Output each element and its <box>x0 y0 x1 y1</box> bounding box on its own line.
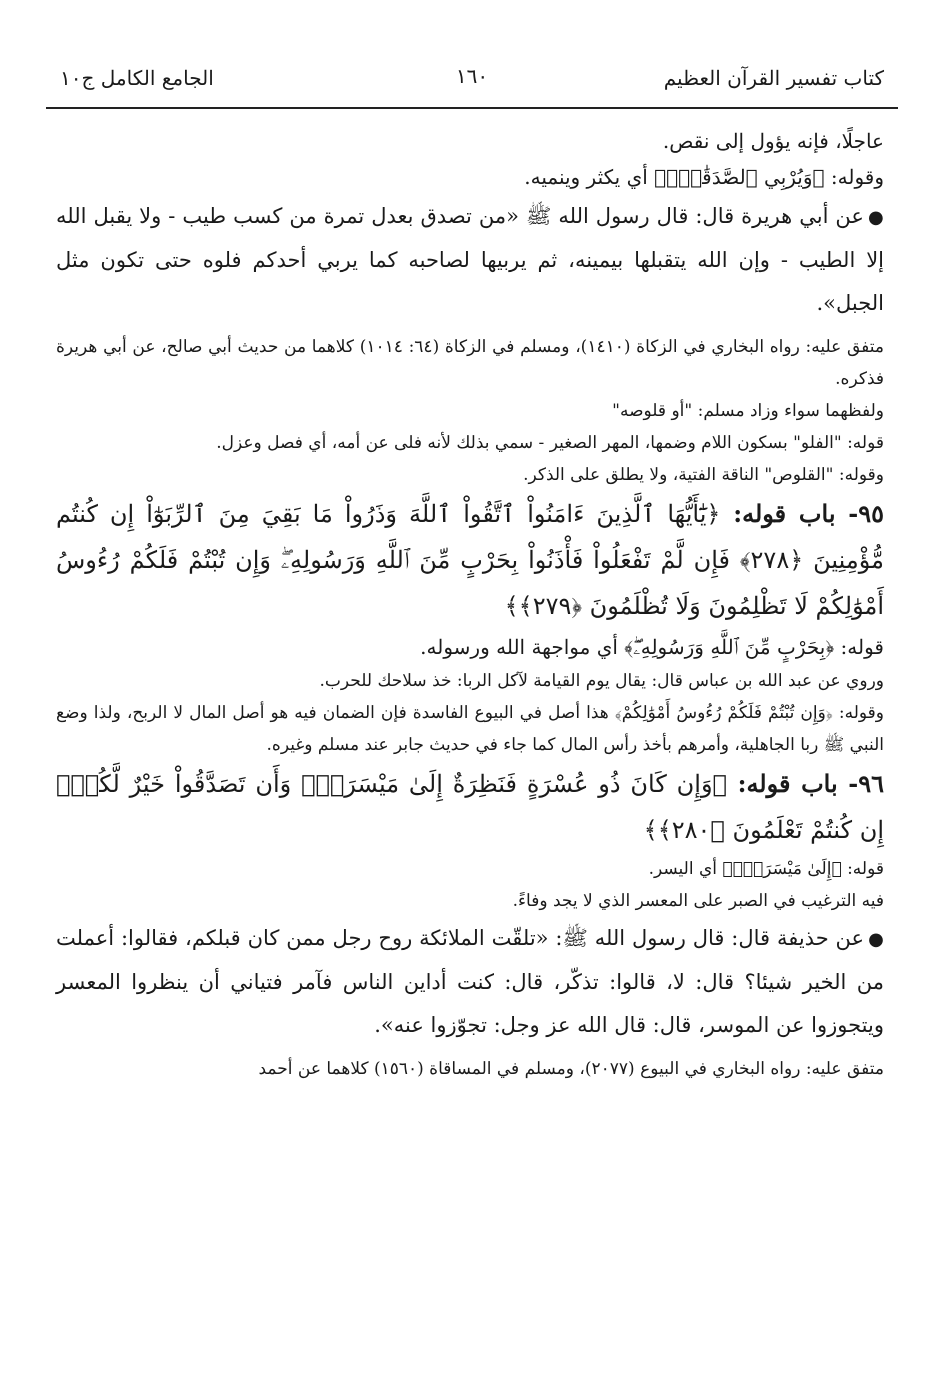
chapter-heading <box>56 491 884 629</box>
chapter-verse: ﴿يَٰٓأَيُّهَا ٱلَّذِينَ ءَامَنُواْ ٱتَّقُواْ ٱللَّهَ وَذَرُواْ مَا بَقِيَ مِنَ ٱلرِّبَوٰٓاْ إِن كُنتُم مُّؤْمِنِينَ ﴿٢٧٨﴾ فَإِن لَّمْ تَفْعَلُواْ فَأْذَنُواْ بِحَرْبٍ مِّنَ ٱللَّهِ وَرَسُولِهِۦۖ وَإِن تُبْتُمْ فَلَكُمْ رُءُوسُ أَمْوَٰلِكُمْ لَا تَظْلِمُونَ وَلَا تُظْلَمُونَ ﴿٢٧٩﴾﴾ <box>56 500 884 620</box>
page-number: ١٦٠ <box>455 64 489 88</box>
chapter-verse: ﴿وَإِن كَانَ ذُو عُسْرَةٍ فَنَظِرَةٌ إِلَىٰ مَيْسَرَةٍۚ وَأَن تَصَدَّقُواْ خَيْرٌ لَّكُمْۖ إِن كُنتُمْ تَعْلَمُونَ ﴿٢٨٠﴾﴾ <box>56 770 884 844</box>
commentary-note: قوله: ﴿إِلَىٰ مَيْسَرَةٍۚ﴾ أي اليسر. <box>648 859 884 879</box>
hadith-text: عن حذيفة قال: قال رسول الله ﷺ: «تلقّت الملائكة روح رجل ممن كان قبلكم، فقالوا: أعملت من الخير شيئا؟ قال: لا، قالوا: تذكّر، قال: كنت أداين الناس فآمر فتياني أن ينظروا المعسر ويتجوزوا عن الموسر، قال: قال الله عز وجل: تجوّزوا عنه». <box>56 926 884 1037</box>
takhrij-note: متفق عليه: رواه البخاري في الزكاة (١٤١٠)، ومسلم في الزكاة (٦٤: ١٠١٤) كلاهما من حديث أبي صالح، عن أبي هريرة فذكره. <box>56 337 884 389</box>
hadith-paragraph <box>56 917 884 1047</box>
chapter-label: ٩٦- باب قوله: <box>737 769 885 798</box>
quote-line: وقوله: ﴿وَيُرْبِي ٱلصَّدَقَٰتِۗ﴾ أي يكثر وينميه. <box>524 165 884 189</box>
page-body <box>56 123 884 1085</box>
takhrij-note: ولفظهما سواء وزاد مسلم: "أو قلوصه" <box>612 401 884 421</box>
running-header <box>60 62 884 102</box>
commentary-note: وقوله: ﴿وَإِن تُبْتُمْ فَلَكُمْ رُءُوسُ أَمْوَٰلِكُمْ﴾ هذا أصل في البيوع الفاسدة فإن الضمان فيه هو أصل المال لا الربح، ولذا وضع النبي ﷺ ربا الجاهلية، وأمرهم بأخذ رأس المال كما جاء في حديث جابر عند مسلم وغيره. <box>56 703 884 755</box>
takhrij-note: متفق عليه: رواه البخاري في البيوع (٢٠٧٧)، ومسلم في المساقاة (١٥٦٠) كلاهما عن أحمد <box>258 1059 884 1079</box>
hadith-paragraph <box>56 195 884 325</box>
commentary-note: وروي عن عبد الله بن عباس قال: يقال يوم القيامة لآكل الربا: خذ سلاحك للحرب. <box>319 671 884 691</box>
explanation-note: وقوله: "القلوص" الناقة الفتية، ولا يطلق على الذكر. <box>523 465 884 485</box>
volume-label: الجامع الكامل ج١٠ <box>60 66 214 90</box>
commentary-line: قوله: ﴿بِحَرْبٍ مِّنَ ٱللَّهِ وَرَسُولِهِۦۖ﴾ أي مواجهة الله ورسوله. <box>420 635 884 659</box>
header-rule <box>46 107 898 109</box>
commentary-note: فيه الترغيب في الصبر على المعسر الذي لا يجد وفاءً. <box>512 891 884 911</box>
chapter-label: ٩٥- باب قوله: <box>733 499 884 528</box>
text-line: عاجلًا، فإنه يؤول إلى نقص. <box>662 129 884 153</box>
hadith-text: عن أبي هريرة قال: قال رسول الله ﷺ «من تصدق بعدل تمرة من كسب طيب - ولا يقبل الله إلا الطيب - وإن الله يتقبلها بيمينه، ثم يربيها لصاحبه كما يربي أحدكم فلوه حتى تكون مثل الجبل». <box>56 204 884 315</box>
bullet-icon: ● <box>867 207 884 228</box>
chapter-heading <box>56 761 884 853</box>
explanation-note: قوله: "الفلو" بسكون اللام وضمها، المهر الصغير - سمي بذلك لأنه فلى عن أمه، أي فصل وعزل. <box>216 433 884 453</box>
book-title: كتاب تفسير القرآن العظيم <box>663 66 884 90</box>
bullet-icon: ● <box>868 929 884 950</box>
